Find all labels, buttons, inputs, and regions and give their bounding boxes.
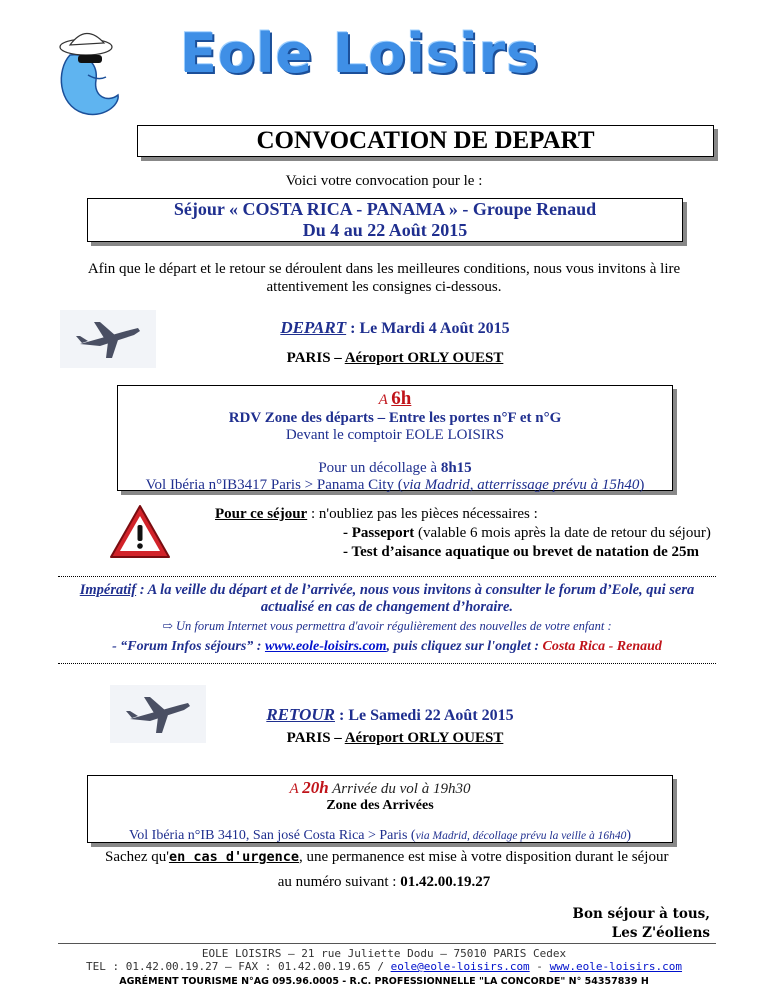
plane-icon-retour [110, 685, 206, 743]
retour-zone: Zone des Arrivées [326, 798, 434, 813]
footer-address: EOLE LOISIRS – 21 rue Juliette Dodu – 75010 PARIS Cedex [201, 947, 567, 960]
depart-heading [270, 318, 520, 338]
footer-contact-prefix: TEL : 01.42.00.19.27 – FAX : 01.42.00.19.65 / [85, 960, 391, 973]
imperatif-label: Impératif [79, 582, 137, 598]
footer-divider [58, 943, 716, 944]
depart-label: DEPART [280, 318, 347, 337]
depart-vol-detail: via Madrid, atterrissage prévu à 15h40 [402, 477, 640, 493]
consignes-text: Afin que le départ et le retour se déroulent dans les meilleures conditions, nous vous invitons à lire attentivement les consignes ci-dessous. [87, 261, 681, 295]
footer-sep: - [529, 960, 550, 973]
forum-note: ⇨ Un forum Internet vous permettra d'avoir régulièrement des nouvelles de votre enfant : [162, 619, 612, 633]
sejour-dates: Du 4 au 22 Août 2015 [302, 220, 468, 240]
footer-email-link[interactable]: eole@eole-loisirs.com [390, 960, 530, 973]
depart-decollage-prefix: Pour un décollage à [318, 460, 441, 476]
urgence-rest: , une permanence est mise à votre disposition durant le séjour [298, 849, 669, 865]
warning-icon [108, 503, 172, 561]
forum-mid: , puis cliquez sur l'onglet : [386, 639, 543, 654]
forum-link[interactable]: www.eole-loisirs.com [264, 639, 387, 654]
plane-icon [60, 310, 156, 368]
retour-vol [88, 828, 672, 844]
mascot-logo [48, 25, 128, 120]
documents-intro-label: Pour ce séjour [215, 506, 308, 522]
retour-label: RETOUR [266, 705, 335, 724]
documents-item-passeport [215, 524, 735, 543]
depart-time-line [118, 388, 672, 410]
footer-website-link[interactable]: www.eole-loisirs.com [549, 960, 683, 973]
retour-airport-prefix: PARIS – [286, 730, 345, 746]
documents-item-natation: - Test d’aisance aquatique ou brevet de natation de 25m [343, 544, 700, 560]
retour-vol-end: ) [626, 828, 632, 843]
depart-comptoir: Devant le comptoir EOLE LOISIRS [285, 427, 505, 443]
documents-intro [215, 505, 735, 524]
retour-airport [230, 730, 560, 747]
forum-tab-name: Costa Rica - Renaud [542, 639, 662, 654]
intro-text: Voici votre convocation pour le : [285, 173, 483, 189]
retour-date: : Le Samedi 22 Août 2015 [334, 707, 514, 724]
retour-box [87, 775, 673, 843]
retour-arrivee: Arrivée du vol à 19h30 [328, 781, 471, 797]
depart-vol-end: ) [639, 477, 645, 493]
documents-item1-rest: (valable 6 mois après la date de retour du séjour) [414, 525, 711, 541]
signature-line2: Les Z'éoliens [611, 925, 710, 941]
page-title: CONVOCATION DE DEPART [137, 125, 714, 157]
signature-line1: Bon séjour à tous, [572, 906, 710, 922]
depart-time-prefix: A [378, 392, 392, 408]
urgence-numero-line [0, 874, 768, 891]
retour-airport-name: Aéroport ORLY OUEST [344, 730, 504, 746]
depart-airport-prefix: PARIS – [286, 350, 345, 366]
retour-vol-detail: via Madrid, décollage prévu la veille à 16h40 [415, 830, 627, 842]
urgence-numero: 01.42.00.19.27 [400, 874, 491, 890]
retour-time-line [88, 778, 672, 798]
urgence-bold: en cas d'urgence [168, 849, 299, 865]
retour-time-prefix: A [289, 781, 303, 797]
sejour-box [87, 198, 683, 242]
retour-vol-text: Vol Ibéria n°IB 3410, San josé Costa Rica > Paris ( [128, 828, 416, 843]
documents-block [215, 505, 735, 562]
depart-airport [230, 350, 560, 367]
divider-bottom [58, 663, 716, 664]
imperatif-text: : A la veille du départ et de l’arrivée, nous vous invitons à consulter le forum d’Eole, qui sera actualisé en cas de changement d’horaire. [136, 582, 695, 615]
forum-line [58, 639, 716, 655]
retour-heading [240, 705, 540, 725]
divider-top [58, 576, 716, 577]
depart-vol-text: Vol Ibéria n°IB3417 Paris > Panama City ( [145, 477, 403, 493]
depart-rdv-box [117, 385, 673, 491]
depart-rdv-zone: RDV Zone des départs – Entre les portes n°F et n°G [228, 410, 562, 426]
brand-logo-text: Eole Loisirs [180, 22, 540, 85]
documents-item1-bold: - Passeport [343, 525, 415, 541]
documents-intro-rest: : n'oubliez pas les pièces nécessaires : [307, 506, 538, 522]
urgence-numero-prefix: au numéro suivant : [277, 874, 401, 890]
sejour-title: Séjour « COSTA RICA - PANAMA » - Groupe Renaud [173, 199, 597, 219]
imperatif-block [58, 582, 716, 616]
depart-decollage-time: 8h15 [440, 460, 472, 476]
forum-prefix: - “Forum Infos séjours” : [112, 639, 265, 654]
depart-time: 6h [391, 388, 412, 409]
urgence-prefix: Sachez qu' [105, 849, 169, 865]
depart-airport-name: Aéroport ORLY OUEST [344, 350, 504, 366]
signature [573, 905, 710, 943]
depart-vol [118, 477, 672, 494]
depart-date: : Le Mardi 4 Août 2015 [346, 320, 510, 337]
depart-decollage [118, 460, 672, 477]
footer-contact [0, 960, 768, 973]
footer-agrement: AGRÉMENT TOURISME N°AG 095.96.0005 - R.C. PROFESSIONNELLE "LA CONCORDE" N° 54357839 H [119, 976, 649, 987]
urgence-line [105, 849, 725, 866]
retour-time: 20h [302, 778, 329, 797]
